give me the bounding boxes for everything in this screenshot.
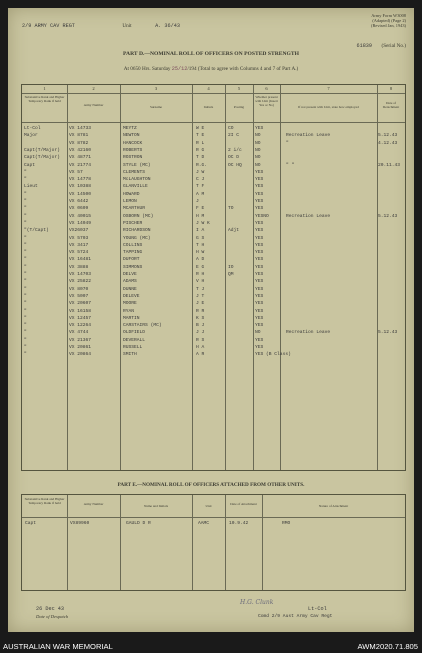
column-header: Whether present with Unit (Insert Yes or No) bbox=[255, 95, 278, 107]
part-d-subtitle bbox=[8, 66, 414, 72]
rank-cell: " bbox=[24, 264, 27, 270]
surname-cell: MARTIN bbox=[123, 315, 140, 321]
initials-cell: G S bbox=[196, 235, 205, 241]
table-row bbox=[22, 351, 405, 358]
column-header: Unit bbox=[205, 504, 212, 508]
rank-cell: " bbox=[24, 293, 27, 299]
column-header: Date of Attachment bbox=[230, 502, 257, 506]
initials-cell: J T bbox=[196, 293, 205, 299]
rank-cell: " bbox=[24, 250, 27, 256]
column-number: 8 bbox=[389, 86, 393, 91]
employment-cell: " " bbox=[286, 162, 295, 168]
table-row bbox=[22, 315, 405, 322]
archive-caption-bar bbox=[0, 640, 422, 653]
initials-cell: T J bbox=[196, 286, 205, 292]
rank-cell: Capt bbox=[24, 162, 36, 168]
rank-cell: " bbox=[24, 330, 27, 336]
rank-cell: " bbox=[24, 315, 27, 321]
surname-cell: NEWTON bbox=[123, 133, 140, 139]
column-number: 5 bbox=[237, 86, 241, 91]
present-cell: NO bbox=[255, 140, 261, 146]
column-number: 4 bbox=[207, 86, 210, 91]
rank-cell: "(T/Capt) bbox=[24, 228, 49, 234]
surname-cell: HANCOCK bbox=[123, 140, 143, 146]
army-number-cell: VX 14733 bbox=[69, 126, 92, 131]
serial-value: 61839 bbox=[356, 43, 373, 49]
army-number-cell: VX 42160 bbox=[69, 147, 92, 153]
unit-label: Unit bbox=[122, 23, 132, 29]
table-row bbox=[22, 520, 405, 527]
surname-cell: STYLE (MC) bbox=[123, 162, 151, 168]
present-cell: YES bbox=[255, 279, 264, 285]
signatory-rank: Lt-Col bbox=[308, 606, 327, 612]
surname-cell: OSBORN (MC) bbox=[123, 213, 154, 219]
part-d-table bbox=[21, 84, 406, 471]
army-number-cell: VX 5724 bbox=[69, 250, 89, 256]
present-cell: YES bbox=[255, 235, 264, 241]
army-number-cell: VX 16481 bbox=[69, 257, 92, 263]
subtitle-year: /194 bbox=[187, 66, 197, 72]
present-cell: YES bbox=[255, 337, 264, 343]
army-number-cell: VX 12457 bbox=[69, 315, 92, 321]
column-number: 6 bbox=[265, 86, 268, 91]
rank-cell: " bbox=[24, 242, 27, 248]
surname-cell: CARSTAIRS (MC) bbox=[123, 323, 162, 329]
posting-cell: 2 i/c bbox=[228, 147, 242, 153]
subtitle-prefix: At 0650 Hrs. Saturday bbox=[123, 66, 171, 72]
present-cell: YES bbox=[255, 308, 264, 314]
army-number-cell: VX 40015 bbox=[69, 213, 92, 219]
initials-cell: J W bbox=[196, 169, 205, 175]
initials-cell: J E bbox=[196, 301, 205, 307]
present-cell: YES bbox=[255, 250, 264, 256]
present-cell: YES bbox=[255, 199, 264, 204]
present-cell: YES bbox=[255, 220, 264, 226]
present-cell: NO bbox=[255, 162, 261, 168]
rank-cell: " bbox=[24, 352, 27, 358]
rank-cell: " bbox=[24, 220, 27, 226]
surname-cell: ROSTRON bbox=[123, 155, 143, 161]
table-row bbox=[22, 337, 405, 344]
table-row bbox=[22, 227, 405, 234]
posting-cell: OC D bbox=[228, 155, 240, 161]
army-number-cell: VX 14049 bbox=[69, 220, 92, 226]
surname-cell: DEVERALL bbox=[123, 337, 146, 343]
present-cell: YES bbox=[255, 191, 264, 197]
surname-cell: ROBERTS bbox=[123, 147, 143, 153]
unit-cell: AAMC bbox=[198, 521, 210, 526]
surname-cell: RICHARDSON bbox=[123, 228, 151, 234]
posting-cell: TO bbox=[228, 206, 234, 212]
table-row bbox=[22, 205, 405, 212]
column-header: Substantive Rank and Higher Temporary Rank if held bbox=[24, 95, 65, 103]
rank-cell: " bbox=[24, 286, 27, 292]
army-number-cell: VX 0609 bbox=[69, 206, 89, 212]
surname-cell: ADAMS bbox=[123, 279, 137, 285]
army-number-cell: VX 57 bbox=[69, 169, 83, 175]
subtitle-suffix: (Total to agree with Columns 4 and 7 of Part A.) bbox=[197, 66, 299, 72]
initials-cell: H A bbox=[196, 345, 205, 350]
army-number-cell: VX 25822 bbox=[69, 279, 92, 285]
table-row bbox=[22, 176, 405, 183]
present-cell: YES bbox=[255, 242, 264, 248]
surname-cell: McLAUGHTON bbox=[123, 177, 151, 183]
column-number: 7 bbox=[327, 86, 330, 91]
army-number-cell: VX 10388 bbox=[69, 184, 92, 190]
column-header: Surname bbox=[149, 105, 163, 109]
rank-cell: Lt-Col bbox=[24, 126, 41, 131]
army-number-cell: VX 3888 bbox=[69, 264, 89, 270]
initials-cell: T E bbox=[196, 133, 205, 139]
rank-cell: " bbox=[24, 308, 27, 314]
column-header: Name and Initials bbox=[143, 504, 169, 508]
column-header: Initials bbox=[203, 105, 214, 109]
column-header: Date of Detachment bbox=[382, 101, 400, 109]
initials-cell: I A bbox=[196, 228, 205, 234]
present-cell: NO bbox=[255, 330, 261, 336]
army-number-cell: VX 14703 bbox=[69, 272, 92, 277]
army-number-cell: VX 20861 bbox=[69, 345, 92, 350]
form-ref-line: Army Form W3008 bbox=[371, 13, 406, 18]
surname-cell: DELVE bbox=[123, 272, 137, 277]
detachment-date-cell: 4.12.43 bbox=[378, 140, 398, 146]
present-cell: YES bbox=[255, 206, 264, 212]
posting-cell: Adjt bbox=[228, 228, 240, 234]
initials-cell: R H bbox=[196, 272, 205, 277]
present-cell: YES bbox=[255, 184, 264, 190]
present-cell: YES bbox=[255, 315, 264, 321]
table-row bbox=[22, 220, 405, 227]
table-row bbox=[22, 162, 405, 169]
table-row bbox=[22, 264, 405, 271]
rank-cell: " bbox=[24, 191, 27, 197]
table-row bbox=[22, 147, 405, 154]
present-cell: NO bbox=[255, 155, 261, 161]
table-row bbox=[22, 278, 405, 285]
initials-cell: T H bbox=[196, 242, 205, 248]
present-cell: YES bbox=[255, 345, 264, 350]
present-cell: YES bbox=[255, 323, 264, 329]
army-number-cell: VX 5007 bbox=[69, 293, 89, 299]
despatch-label: Date of Despatch bbox=[36, 614, 69, 619]
initials-cell: A D bbox=[196, 257, 205, 263]
table-row bbox=[22, 191, 405, 198]
surname-cell: HOWARD bbox=[123, 191, 140, 197]
present-cell: YES bbox=[255, 169, 264, 175]
present-cell: NO bbox=[255, 133, 261, 139]
initials-cell: H W bbox=[196, 250, 205, 256]
army-number-cell: VX 4744 bbox=[69, 330, 89, 336]
army-number-cell: VX 8781 bbox=[69, 133, 89, 139]
table-row bbox=[22, 198, 405, 205]
table-row bbox=[22, 154, 405, 161]
initials-cell: C J bbox=[196, 177, 205, 183]
column-header: Nature of Attachment bbox=[318, 504, 349, 508]
detachment-date-cell: 5.12.43 bbox=[378, 330, 398, 336]
initials-cell: R L bbox=[196, 140, 205, 146]
army-number-cell: VX 21774 bbox=[69, 162, 92, 168]
serial-label: (Serial No.) bbox=[381, 43, 406, 49]
form-reference bbox=[371, 13, 406, 29]
rank-cell: " bbox=[24, 206, 27, 212]
posting-cell: CO bbox=[228, 126, 234, 131]
surname-cell: CLEMENTS bbox=[123, 169, 146, 175]
rank-cell: " bbox=[24, 199, 27, 204]
table-row bbox=[22, 140, 405, 147]
unit-code: A. 36/43 bbox=[155, 23, 180, 29]
initials-cell: W E bbox=[196, 126, 205, 131]
initials-cell: J J bbox=[196, 330, 205, 336]
posting-cell: 2I C bbox=[228, 133, 240, 139]
rank-cell: " bbox=[24, 301, 27, 307]
rank-cell: " bbox=[24, 337, 27, 343]
present-cell: YES bbox=[255, 293, 264, 299]
initials-cell: H M bbox=[196, 213, 205, 219]
present-cell: YES bbox=[255, 257, 264, 263]
column-header: If not present with Unit, state how employed bbox=[298, 105, 359, 109]
army-number-cell: VX 16158 bbox=[69, 308, 92, 314]
surname-cell: RYAN bbox=[123, 308, 135, 314]
table-row bbox=[22, 213, 405, 220]
posting-cell: OC HQ bbox=[228, 162, 242, 168]
surname-cell: SMITH bbox=[123, 352, 137, 358]
surname-cell: MOORE bbox=[123, 301, 137, 307]
present-cell: NO bbox=[255, 147, 261, 153]
initials-cell: K S bbox=[196, 315, 205, 321]
surname-cell: SIMMONS bbox=[123, 264, 143, 270]
table-row bbox=[22, 183, 405, 190]
table-row bbox=[22, 125, 405, 132]
initials-cell: E G bbox=[196, 264, 205, 270]
surname-cell: LEMON bbox=[123, 199, 137, 204]
signatory-title: Comd 2/9 Aust Army Cav Regt bbox=[258, 614, 333, 619]
initials-cell: F E bbox=[196, 206, 205, 212]
part-e-table bbox=[21, 494, 406, 591]
unit-value: 2/9 ARMY CAV REGT bbox=[22, 23, 75, 29]
column-header: Posting bbox=[233, 105, 245, 109]
part-e-title: PART E.—NOMINAL ROLL OF OFFICERS ATTACHED FROM OTHER UNITS. bbox=[117, 482, 305, 488]
table-row bbox=[22, 249, 405, 256]
employment-cell: Recreation Leave bbox=[286, 133, 331, 139]
initials-cell: R R bbox=[196, 308, 205, 314]
present-cell: YES (B Class) bbox=[255, 352, 291, 358]
posting-cell: QM bbox=[228, 272, 234, 277]
serial-line bbox=[356, 43, 406, 49]
initials-cell: J W K bbox=[196, 220, 210, 226]
table-row bbox=[22, 256, 405, 263]
table-row bbox=[22, 329, 405, 336]
employment-cell: Recreation Leave bbox=[286, 330, 331, 336]
initials-cell: A M bbox=[196, 191, 205, 197]
army-number-cell: VX 12264 bbox=[69, 323, 92, 329]
present-cell: YES bbox=[255, 272, 264, 277]
initials-cell: R G bbox=[196, 147, 205, 153]
table-row bbox=[22, 308, 405, 315]
army-number-cell: VX 8070 bbox=[69, 286, 89, 292]
present-cell: YES bbox=[255, 228, 264, 234]
rank-cell: " bbox=[24, 345, 27, 350]
army-number-cell: VX 14500 bbox=[69, 191, 92, 197]
surname-cell: OLDFIELD bbox=[123, 330, 146, 336]
detachment-date-cell: 20.11.43 bbox=[378, 162, 401, 168]
table-row bbox=[22, 132, 405, 139]
column-header: Army Number bbox=[83, 502, 104, 506]
surname-cell: GLANVILLE bbox=[123, 184, 148, 190]
initials-cell: T D bbox=[196, 155, 205, 161]
rank-cell: " bbox=[24, 169, 27, 175]
archive-name: AUSTRALIAN WAR MEMORIAL bbox=[3, 642, 113, 651]
surname-cell: YOUNG (MC) bbox=[123, 235, 151, 241]
column-number: 3 bbox=[154, 86, 158, 91]
initials-cell: R S bbox=[196, 337, 205, 343]
employment-cell: Recreation Leave bbox=[286, 213, 331, 219]
initials-cell: A R bbox=[196, 352, 205, 358]
posting-cell: IO bbox=[228, 264, 234, 270]
table-row bbox=[22, 300, 405, 307]
table-row bbox=[22, 293, 405, 300]
rank-cell: " bbox=[24, 235, 27, 241]
table-row bbox=[22, 322, 405, 329]
name-cell: GAULD D R bbox=[126, 521, 151, 526]
column-number: 2 bbox=[92, 86, 95, 91]
initials-cell: T F bbox=[196, 184, 205, 190]
despatch-date: 26 Dec 43 bbox=[36, 606, 65, 612]
army-number-cell: VX 48771 bbox=[69, 155, 92, 161]
surname-cell: MEYTZ bbox=[123, 126, 137, 131]
rank-cell: Capt(T/Major) bbox=[24, 147, 60, 153]
rank-cell: " bbox=[24, 272, 27, 277]
present-cell: YES bbox=[255, 177, 264, 183]
army-number-cell: VX 20607 bbox=[69, 301, 92, 307]
detachment-date-cell: 5.12.43 bbox=[378, 133, 398, 139]
surname-cell: MCARTHUR bbox=[123, 206, 146, 212]
table-row bbox=[22, 235, 405, 242]
rank-cell: " bbox=[24, 257, 27, 263]
table-row bbox=[22, 286, 405, 293]
subtitle-date: 25/12 bbox=[171, 66, 188, 72]
table-row bbox=[22, 344, 405, 351]
rank-cell: " bbox=[24, 213, 27, 219]
army-number-cell: VX 21367 bbox=[69, 337, 92, 343]
detachment-date-cell: 5.12.43 bbox=[378, 213, 398, 219]
present-cell: YES bbox=[255, 126, 264, 131]
army-number-cell: VX 14778 bbox=[69, 177, 92, 183]
army-number-cell: VX 8782 bbox=[69, 140, 89, 146]
army-number-cell: VX89960 bbox=[70, 521, 90, 526]
rank-cell: " bbox=[24, 279, 27, 285]
column-number: 1 bbox=[43, 86, 46, 91]
table-row bbox=[22, 242, 405, 249]
initials-cell: J bbox=[196, 199, 199, 204]
surname-cell: TAPPING bbox=[123, 250, 143, 256]
table-row bbox=[22, 169, 405, 176]
army-number-cell: VX 6442 bbox=[69, 199, 89, 204]
unit-line bbox=[22, 23, 180, 29]
surname-cell: PISCHER bbox=[123, 220, 143, 226]
rank-cell: Capt bbox=[25, 521, 37, 526]
army-number-cell: VX26037 bbox=[69, 228, 89, 234]
rank-cell: " bbox=[24, 323, 27, 329]
surname-cell: DUNNE bbox=[123, 286, 137, 292]
rank-cell: Lieut bbox=[24, 184, 38, 190]
column-header: Army Number bbox=[83, 103, 104, 107]
document-sheet bbox=[8, 8, 414, 632]
part-d-title: PART D.—NOMINAL ROLL OF OFFICERS ON POSTED STRENGTH bbox=[123, 51, 299, 57]
present-cell: YES bbox=[255, 286, 264, 292]
army-number-cell: VX 5703 bbox=[69, 235, 89, 241]
employment-cell: " bbox=[286, 140, 289, 146]
form-ref-line: (Revised Jan, 1943) bbox=[371, 23, 406, 29]
army-number-cell: VX 3417 bbox=[69, 242, 89, 248]
initials-cell: R.G. bbox=[196, 162, 208, 168]
present-cell: YES bbox=[255, 301, 264, 307]
present-cell: YES bbox=[255, 264, 264, 270]
rank-cell: Capt(T/Major) bbox=[24, 155, 60, 161]
rank-cell: " bbox=[24, 177, 27, 183]
attachment-date-cell: 10.9.42 bbox=[229, 521, 249, 526]
attachment-nature-cell: RMO bbox=[282, 521, 291, 526]
surname-cell: RUSSELL bbox=[123, 345, 143, 350]
handwritten-signature: H.G. Clunk bbox=[240, 599, 274, 606]
present-cell: YESNO bbox=[255, 213, 269, 219]
initials-cell: B J bbox=[196, 323, 205, 329]
column-header: Substantive Rank and Higher Temporary Rank if held bbox=[24, 497, 65, 505]
army-number-cell: VX 20864 bbox=[69, 352, 92, 358]
surname-cell: DELEVE bbox=[123, 293, 140, 299]
archive-reference: AWM2020.71.805 bbox=[357, 642, 418, 651]
surname-cell: COLLINS bbox=[123, 242, 143, 248]
table-row bbox=[22, 271, 405, 278]
initials-cell: V H bbox=[196, 279, 205, 285]
form-ref-line: (Adapted) (Page 2) bbox=[372, 18, 406, 24]
rank-cell: Major bbox=[24, 133, 38, 139]
surname-cell: DUFORT bbox=[123, 257, 140, 263]
